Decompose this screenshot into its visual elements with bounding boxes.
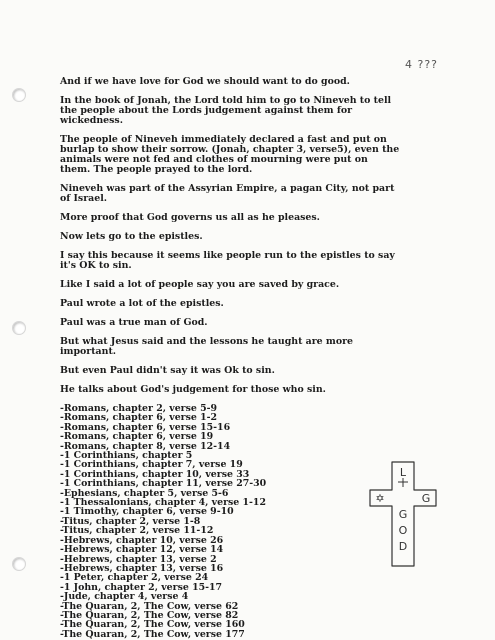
reference-item: -1 John, chapter 2, verse 15-17 xyxy=(60,581,223,593)
cross-letter: O xyxy=(398,524,408,537)
binder-hole xyxy=(12,88,26,102)
reference-item: -The Quaran, 2, The Cow, verse 160 xyxy=(60,619,245,631)
binder-hole xyxy=(12,321,26,335)
reference-item: -Hebrews, chapter 12, verse 14 xyxy=(60,544,224,556)
reference-item: -1 Thessalonians, chapter 4, verse 1-12 xyxy=(60,497,266,509)
reference-item: -The Quaran, 2, The Cow, verse 177 xyxy=(60,628,245,640)
paragraph: Paul wrote a lot of the epistles. xyxy=(60,298,224,309)
paragraph: Nineveh was part of the Assyrian Empire, a pagan City, not part of Israel. xyxy=(60,183,395,204)
reference-item: -Romans, chapter 6, verse 15-16 xyxy=(60,421,231,433)
reference-item: -Ephesians, chapter 5, verse 5-6 xyxy=(60,487,229,499)
document-body xyxy=(60,77,400,639)
paragraph: Now lets go to the epistles. xyxy=(60,231,203,242)
binder-hole xyxy=(12,557,26,571)
reference-item: -Jude, chapter 4, verse 4 xyxy=(60,591,189,603)
reference-list xyxy=(60,404,400,639)
reference-item: -Romans, chapter 6, verse 1-2 xyxy=(60,412,218,424)
cross-letter: G xyxy=(398,508,408,521)
reference-item: -Romans, chapter 6, verse 19 xyxy=(60,431,214,443)
reference-item: -1 Timothy, chapter 6, verse 9-10 xyxy=(60,506,234,518)
reference-item: -Hebrews, chapter 13, verse 2 xyxy=(60,553,217,565)
paragraph: And if we have love for God we should want to do good. xyxy=(60,76,350,87)
cross-letter: L xyxy=(399,466,407,479)
cross-letter: D xyxy=(398,540,408,553)
star-icon: ✡ xyxy=(375,492,385,505)
reference-item: -Romans, chapter 2, verse 5-9 xyxy=(60,403,218,414)
paragraph: I say this because it seems like people run to the epistles to say it's OK to sin. xyxy=(60,250,395,271)
reference-item: -The Quaran, 2, The Cow, verse 82 xyxy=(60,609,239,621)
reference-item: -1 Corinthians, chapter 5 xyxy=(60,450,193,462)
reference-item: -1 Corinthians, chapter 11, verse 27-30 xyxy=(60,478,267,490)
reference-item: -1 Corinthians, chapter 10, verse 33 xyxy=(60,468,250,480)
reference-item: -Hebrews, chapter 10, verse 26 xyxy=(60,534,224,546)
reference-item: -Titus, chapter 2, verse 1-8 xyxy=(60,515,201,527)
cross-drawing xyxy=(368,460,438,568)
paragraph: More proof that God governs us all as he pleases. xyxy=(60,212,320,223)
reference-item: -1 Corinthians, chapter 7, verse 19 xyxy=(60,459,243,471)
paragraph: The people of Nineveh immediately declared a fast and put on burlap to show their sorrow. (Jonah, chapter 3, verse5), even the animals were not fed and clothes of mourning were put on them. The people prayed to the lord. xyxy=(60,134,400,175)
paragraph: Like I said a lot of people say you are saved by grace. xyxy=(60,279,340,290)
paragraph: He talks about God's judgement for those who sin. xyxy=(60,384,326,395)
reference-item: -Romans, chapter 8, verse 12-14 xyxy=(60,440,231,452)
paragraph: But what Jesus said and the lessons he taught are more important. xyxy=(60,336,353,357)
page-number: 4 ??? xyxy=(405,58,439,71)
cross-letter: G xyxy=(421,492,431,505)
paragraph: Paul was a true man of God. xyxy=(60,317,208,328)
reference-item: -Hebrews, chapter 13, verse 16 xyxy=(60,562,224,574)
paragraph: In the book of Jonah, the Lord told him to go to Nineveh to tell the people about the Lords judgement against them for wickedness. xyxy=(60,95,392,126)
reference-item: -The Quaran, 2, The Cow, verse 62 xyxy=(60,600,239,612)
reference-item: -1 Peter, chapter 2, verse 24 xyxy=(60,572,209,584)
paragraph: But even Paul didn't say it was Ok to sin. xyxy=(60,365,275,376)
reference-item: -Titus, chapter 2, verse 11-12 xyxy=(60,525,214,537)
